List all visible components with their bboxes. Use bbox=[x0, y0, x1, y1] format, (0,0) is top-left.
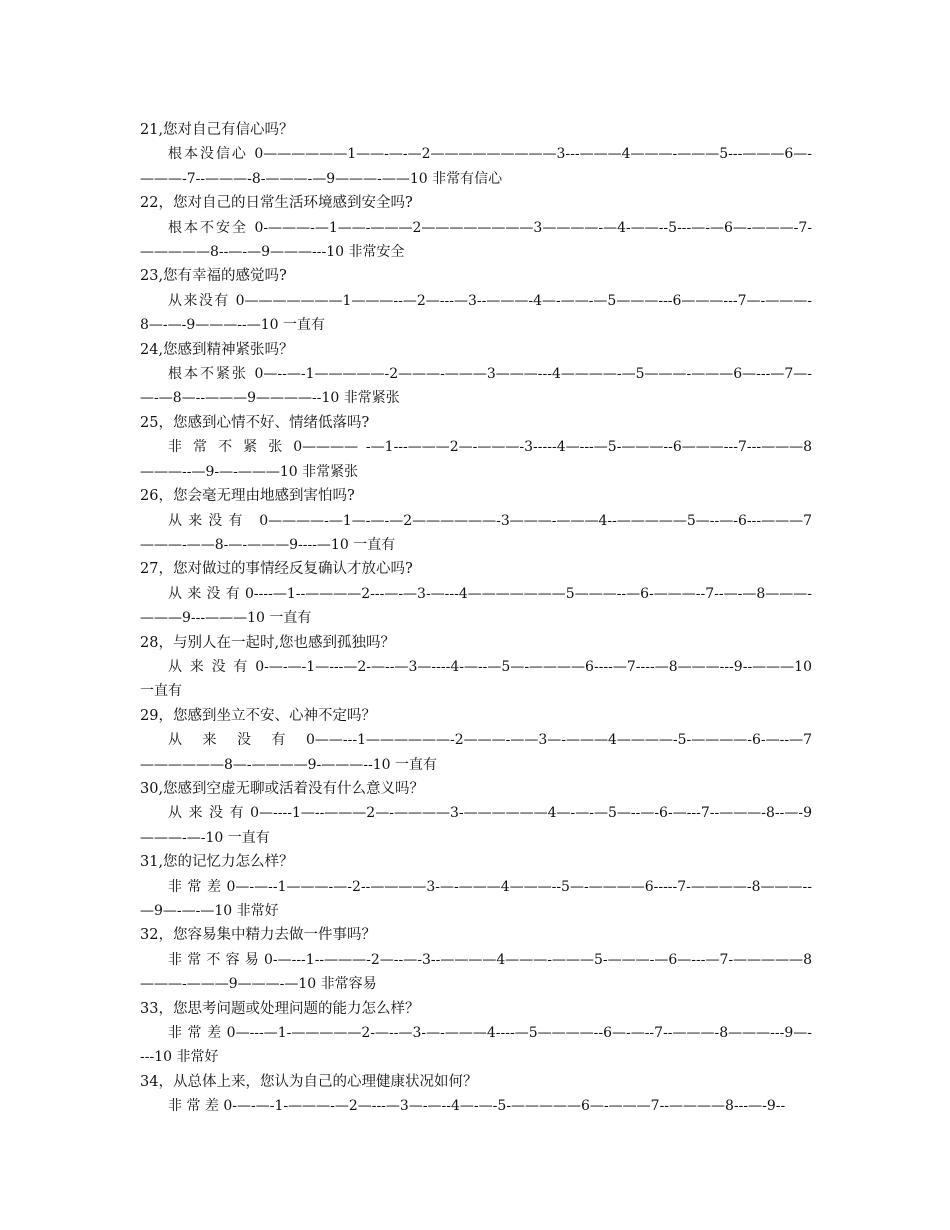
rating-scale: 根本不安全 0-———-—1——-———2————————3————-—4-——--5---—-—6—-———-7-—————8--—-—9———---10 非常安全 bbox=[140, 219, 812, 261]
rating-scale: 从 来 没 有 0—----1—--———2—-————3-——————4—-—-—5—--—-6-—---7--———-8--—-9———-—-10 一直有 bbox=[140, 805, 812, 846]
question-24 bbox=[140, 338, 812, 411]
question-text: 30,您感到空虚无聊或活着没有什么意义吗？ bbox=[140, 780, 425, 797]
rating-scale: 从来没有 0———————1———--—2—---—3--———-4—-——-—5———---6———---7—-———-8—-—-9———--—10 一直有 bbox=[140, 292, 812, 334]
question-text: 29，您感到坐立不安、心神不定吗？ bbox=[140, 707, 376, 724]
question-21 bbox=[140, 118, 812, 191]
question-text: 23,您有幸福的感觉吗? bbox=[140, 268, 287, 285]
question-text: 27，您对做过的事情经反复确认才放心吗? bbox=[140, 561, 413, 578]
rating-scale: 从 来 没 有 0-—-—-1—---—2-—--—3—----4-—--—5—-————6----—7----—8———---9--———10 一直有 bbox=[140, 658, 812, 700]
rating-scale: 非 常 差 0—---—1-—————2-—--—3-—-———4----—5————--6—-—--7--———-8———---9—----10 非常好 bbox=[140, 1025, 812, 1066]
question-23 bbox=[140, 264, 812, 337]
question-text: 22，您对自己的日常生活环境感到安全吗? bbox=[140, 195, 413, 212]
question-text: 34，从总体上来，您认为自己的心理健康状况如何？ bbox=[140, 1073, 478, 1090]
question-27 bbox=[140, 557, 812, 630]
question-32 bbox=[140, 923, 812, 996]
question-22 bbox=[140, 191, 812, 264]
rating-scale: 从 来 没 有 0——---1——————-2———-——3—-———4————-5-————-6-—--—7——————8—-————9-———--10 一直有 bbox=[140, 732, 812, 773]
rating-scale: 非 常 不 紧 张 0———— -—1---———2—-———-3-----4—---—5-———--6———---7---———8———--—9-—-———10 非常紧张 bbox=[140, 439, 812, 480]
question-text: 31,您的记忆力怎么样？ bbox=[140, 854, 294, 871]
question-text: 26，您会毫无理由地感到害怕吗? bbox=[140, 488, 355, 505]
question-text: 33，您思考问题或处理问题的能力怎么样？ bbox=[140, 1000, 420, 1017]
questionnaire-page bbox=[140, 118, 812, 1119]
question-28 bbox=[140, 631, 812, 704]
question-31 bbox=[140, 850, 812, 923]
rating-scale: 从来没有 0————-—1—-—-—2——————-3———-———4--—————5—--—-6---———7———-——8-—-———9----—10 一直有 bbox=[140, 512, 812, 553]
question-text: 32，您容易集中精力去做一件事吗？ bbox=[140, 927, 376, 944]
question-30 bbox=[140, 777, 812, 850]
question-text: 24,您感到精神紧张吗？ bbox=[140, 341, 294, 358]
question-29 bbox=[140, 704, 812, 777]
rating-scale: 非 常 不 容 易 0-—---1--———-2—--—-3--————4———-———5-———-—6—---—7-—————8———-———9———-—10 非常容易 bbox=[140, 951, 812, 993]
rating-scale: 根本不紧张 0—--—-1—————-2———-———3———---4————-—5———-———6—---—7—-—-—8—--———9————--10 非常紧张 bbox=[140, 366, 812, 407]
question-text: 21,您对自己有信心吗？ bbox=[140, 122, 294, 138]
rating-scale: 从 来 没 有 0----—1--————2---—-—3-—---4———————5———--—6-———--7--—-—8———-———9---———10 一直有 bbox=[140, 585, 812, 627]
question-text: 25，您感到心情不好、情绪低落吗? bbox=[140, 414, 370, 431]
question-text: 28，与别人在一起时,您也感到孤独吗？ bbox=[140, 634, 396, 651]
rating-scale: 根本没信心 0——————1——-—-—2—————————3---———4———-———5---———6—-———-7--———-8-———-—9———-——10 非常有信心 bbox=[140, 146, 812, 187]
question-33 bbox=[140, 997, 812, 1070]
question-26 bbox=[140, 484, 812, 557]
question-25 bbox=[140, 411, 812, 484]
question-34 bbox=[140, 1070, 812, 1119]
rating-scale: 非 常 差 0-—-—-1-———-—2—---—3—-—--4—-—-5-—————6—-———7--————8---—-9-- bbox=[168, 1098, 786, 1115]
rating-scale: 非 常 差 0—-—--1———-—-2--————3-—-———4———--5—-————6-----7-————-8———--—9—-—-—10 非常好 bbox=[140, 878, 812, 919]
